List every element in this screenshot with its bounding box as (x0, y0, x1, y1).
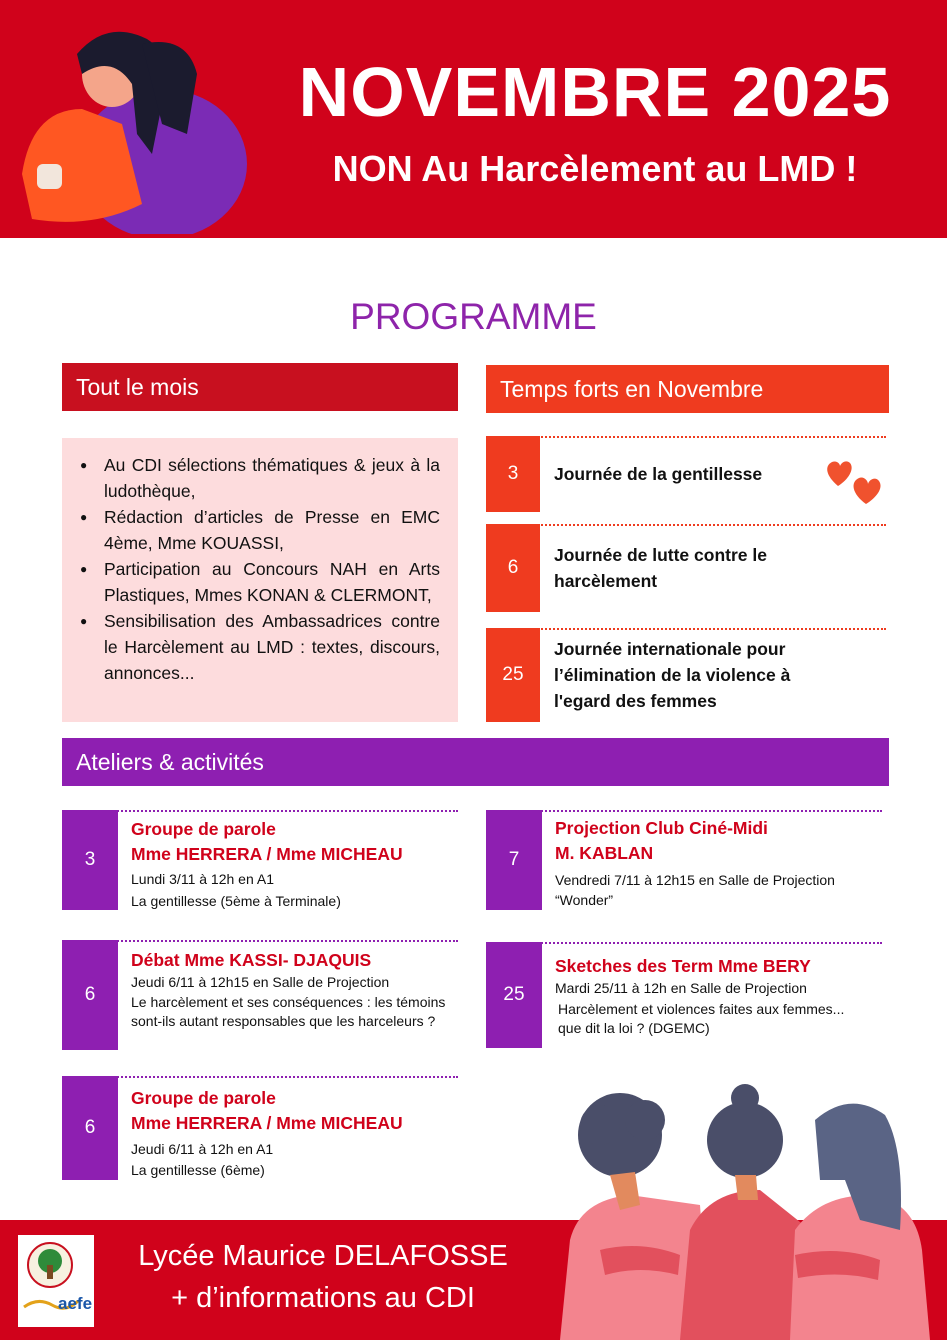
workshop-schedule: Mardi 25/11 à 12h en Salle de Projection (555, 980, 807, 996)
hugging-women-illustration (12, 14, 248, 234)
month-item: ● Participation au Concours NAH en Arts Plastiques, Mmes KONAN & CLERMONT, (104, 556, 440, 608)
dotted-divider (486, 942, 882, 944)
highlight-text: Journée de la gentillesse (554, 464, 763, 484)
workshop-description: La gentillesse (6ème) (131, 1162, 265, 1178)
workshop-title: Débat Mme KASSI- DJAQUIS (131, 950, 372, 970)
dotted-divider (486, 810, 882, 812)
workshop-description: “Wonder” (555, 892, 614, 908)
highlight-day: 3 (486, 436, 540, 512)
workshop-day: 6 (62, 1076, 118, 1180)
workshop-card (62, 810, 462, 910)
workshop-schedule: Vendredi 7/11 à 12h15 en Salle de Projection (555, 872, 835, 888)
highlight-day: 6 (486, 524, 540, 612)
workshop-host: Mme HERRERA / Mme MICHEAU (131, 1113, 403, 1133)
workshop-schedule: Jeudi 6/11 à 12h en A1 (131, 1141, 274, 1157)
dotted-divider (62, 810, 458, 812)
workshop-description: La gentillesse (5ème à Terminale) (131, 893, 341, 909)
workshop-host: Mme HERRERA / Mme MICHEAU (131, 844, 403, 864)
aefe-logo-icon (18, 1235, 94, 1327)
month-section-heading: Tout le mois (62, 363, 458, 411)
programme-heading: PROGRAMME (350, 296, 597, 337)
workshop-title: Projection Club Ciné-Midi (555, 818, 768, 838)
workshop-host: M. KABLAN (555, 843, 654, 863)
workshop-title: Sketches des Term Mme BERY (555, 956, 811, 976)
workshops-section-heading: Ateliers & activités (62, 738, 889, 786)
school-name: Lycée Maurice DELAFOSSE (138, 1240, 508, 1272)
workshop-card (486, 942, 886, 1048)
three-friends-illustration (560, 1080, 940, 1340)
dotted-divider (62, 940, 458, 942)
workshop-description: Harcèlement et violences faites aux femmes... que dit la loi ? (DGEMC) (558, 1001, 845, 1036)
workshop-day: 3 (62, 810, 118, 910)
workshop-card (62, 1076, 462, 1180)
workshop-card (62, 940, 462, 1050)
month-item: ● Sensibilisation des Ambassadrices contre le Harcèlement au LMD : textes, discours, annonces... (104, 608, 440, 686)
dotted-divider (62, 1076, 458, 1078)
hearts-icon (822, 456, 886, 512)
workshop-description: Le harcèlement et ses conséquences : les témoins sont-ils autant responsables que les harceleurs ? (131, 994, 446, 1029)
highlight-day: 25 (486, 628, 540, 722)
highlight-text: Journée de lutte contre le harcèlement (554, 545, 767, 591)
cdi-info: + d’informations au CDI (171, 1282, 475, 1314)
page-subtitle: NON Au Harcèlement au LMD ! (332, 148, 858, 189)
highlights-section-heading: Temps forts en Novembre (486, 365, 889, 413)
highlight-row (486, 524, 889, 612)
workshop-schedule: Jeudi 6/11 à 12h15 en Salle de Projection (131, 974, 390, 990)
month-activities-box (62, 438, 458, 722)
month-item: ● Rédaction d’articles de Presse en EMC 4ème, Mme KOUASSI, (104, 504, 440, 556)
workshop-day: 6 (62, 940, 118, 1050)
workshop-title: Groupe de parole (131, 819, 276, 839)
workshop-schedule: Lundi 3/11 à 12h en A1 (131, 871, 274, 887)
school-logo (18, 1235, 94, 1327)
workshop-title: Groupe de parole (131, 1088, 276, 1108)
month-item: ● Au CDI sélections thématiques & jeux à la ludothèque, (104, 452, 440, 504)
highlight-row (486, 628, 889, 722)
workshop-day: 7 (486, 810, 542, 910)
highlight-text: Journée internationale pour l’élimination de la violence à l'egard des femmes (554, 639, 791, 711)
svg-text:aefe: aefe (58, 1294, 93, 1313)
workshop-day: 25 (486, 942, 542, 1048)
workshop-card (486, 810, 886, 910)
page-title: NOVEMBRE 2025 (298, 53, 892, 131)
